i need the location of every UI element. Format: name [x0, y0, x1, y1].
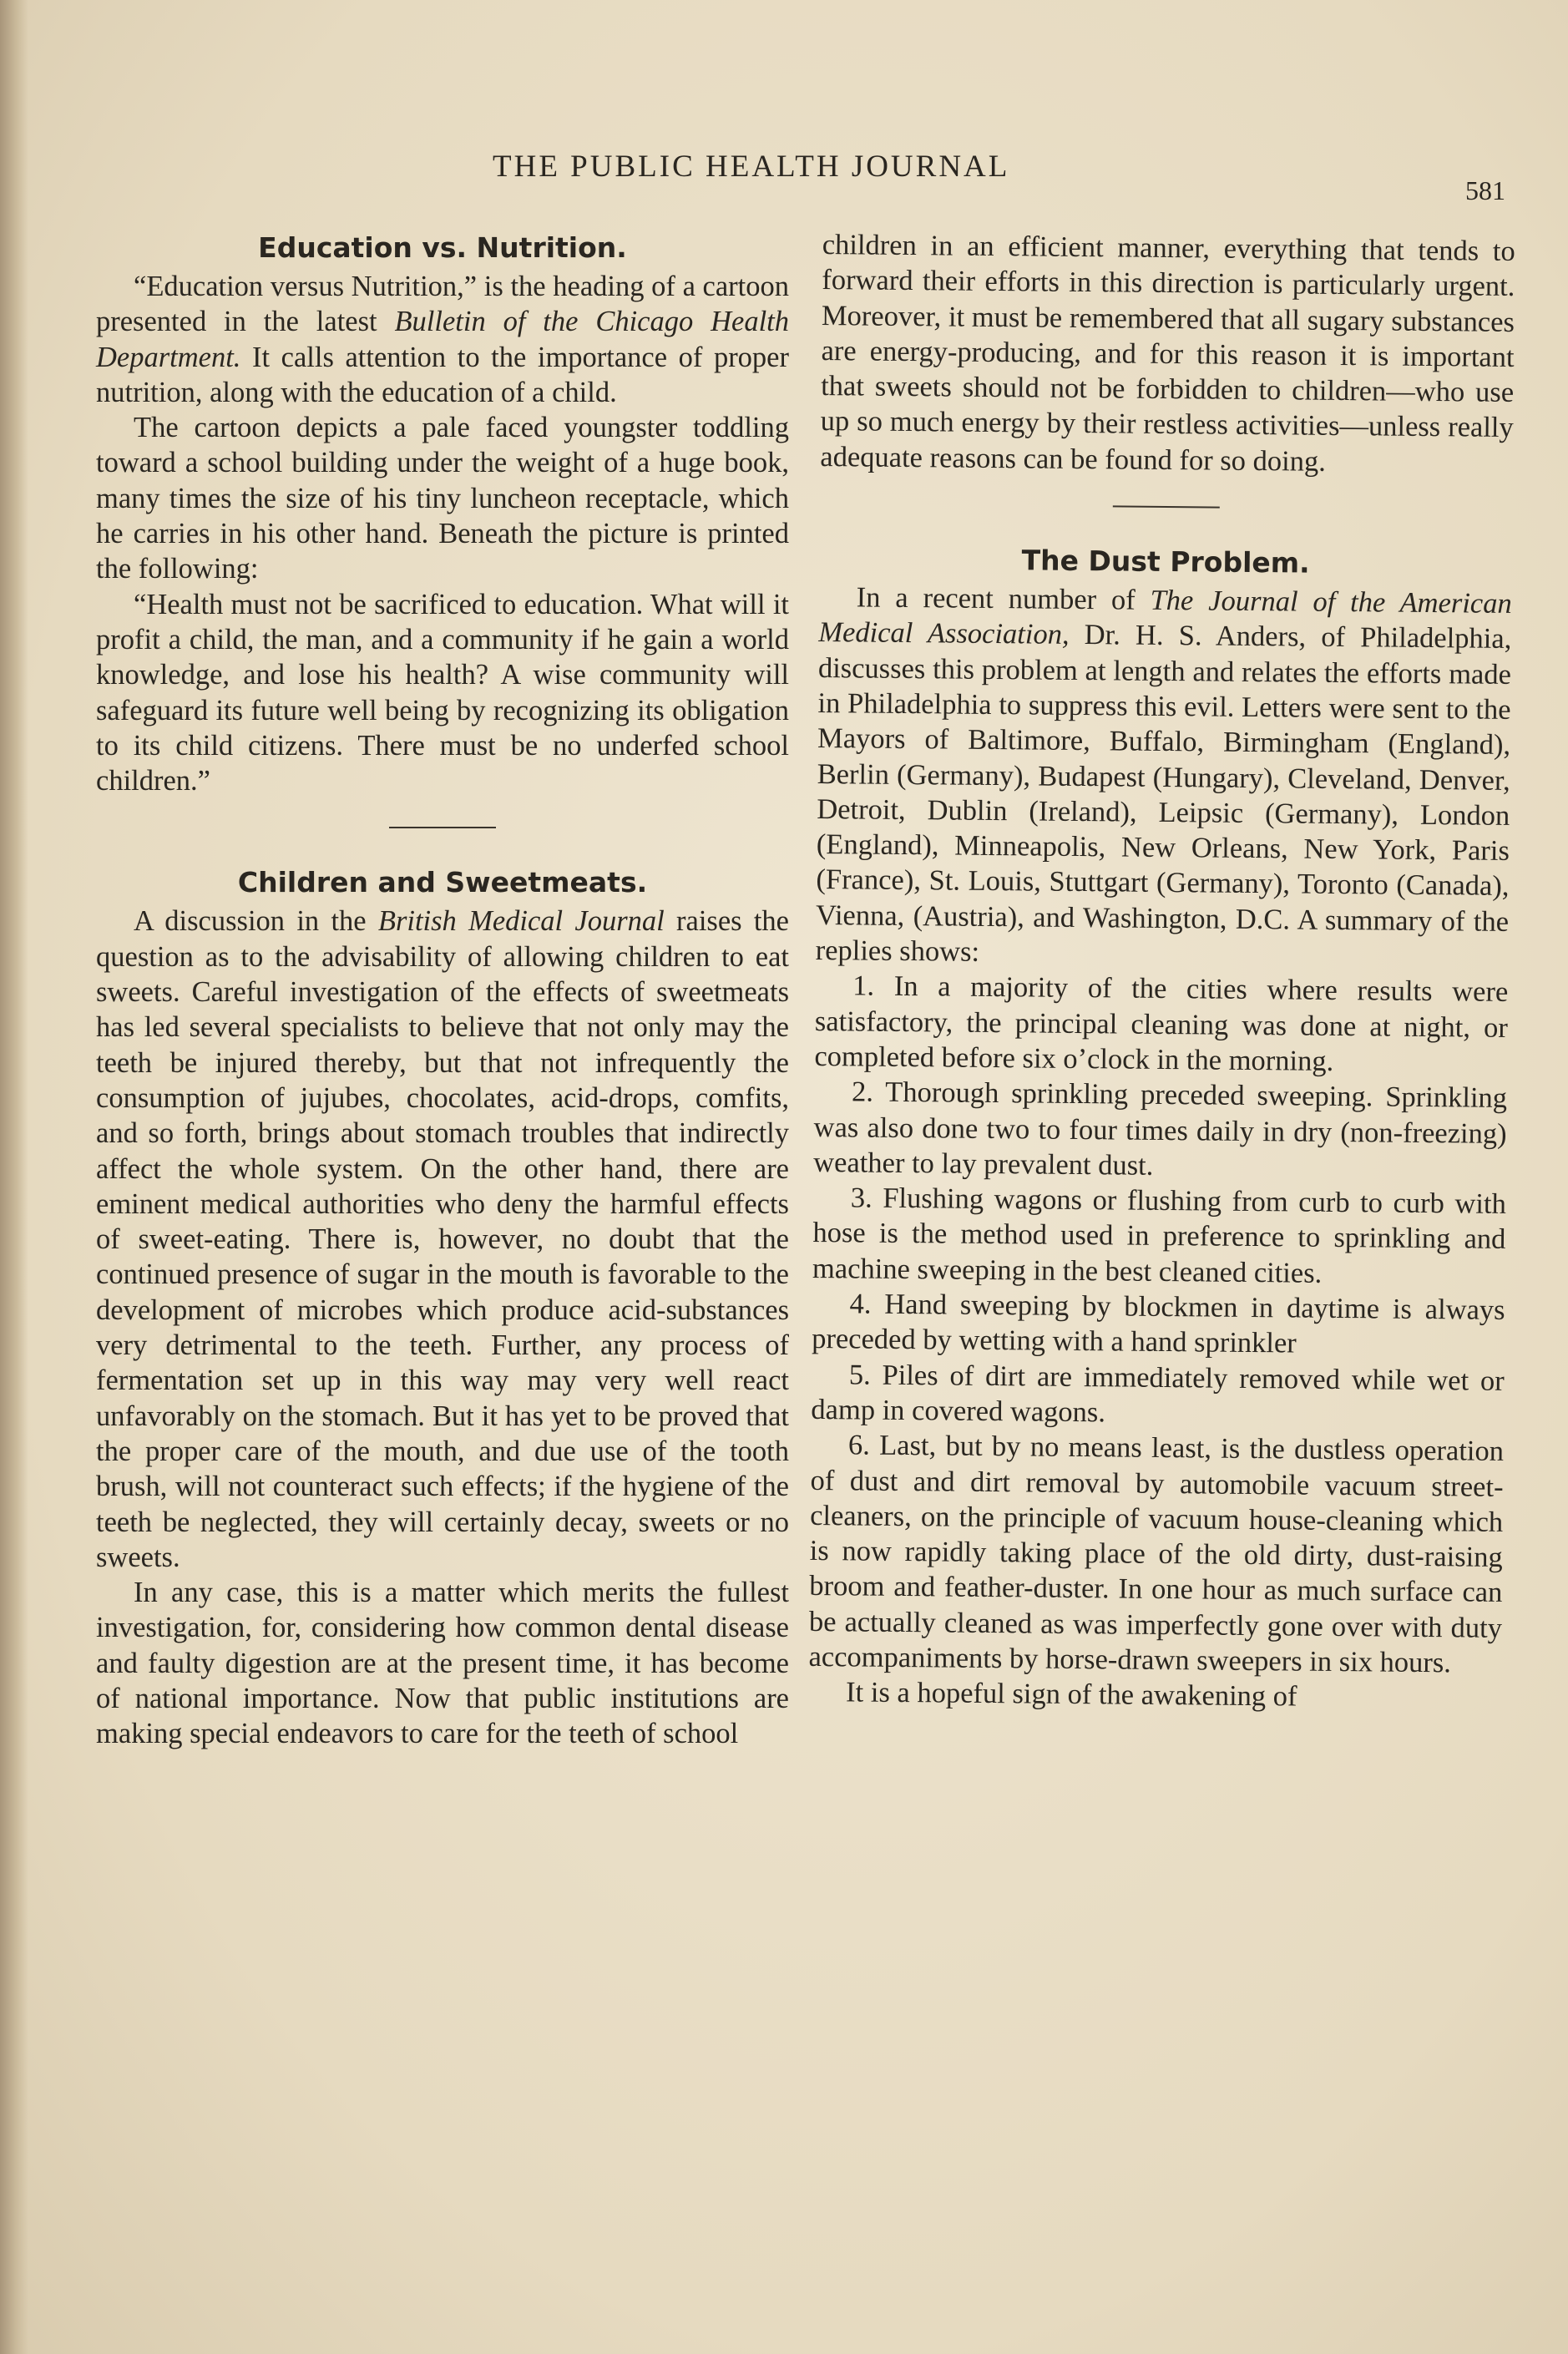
paragraph-continued: children in an efficient manner, everything that tends to forward their efforts in this direction is particularly urgent. Moreover, it must be remembered that all sugary substances are energy-producing, and for this reason it is important that sweets should not be forbidden to children—who use up so much energy by their restless activities—unless really adequate reasons can be found for so doing.: [820, 228, 1515, 478]
paragraph: [815, 580, 1511, 975]
article-title-sweetmeats: Children and Sweetmeats.: [237, 866, 648, 899]
list-item: 4. Hand sweeping by blockmen in daytime is always preceded by wetting with a hand sprinkler: [812, 1288, 1505, 1359]
list-item: 1. In a majority of the cities where results were satisfactory, the principal cleaning was done at night, or completed before six o’clock in the morning.: [814, 969, 1509, 1077]
section-divider: [1113, 505, 1220, 508]
paragraph: [96, 904, 789, 1575]
text-run: It calls attention to the importance of proper nutrition, along with the education of a child.: [96, 341, 789, 408]
quotation: “Health must not be sacrificed to education. What will it profit a child, the man, and a community if he gain a world knowledge, and lose his health? A wise community will safeguard its future well being by recognizing its obligation to its child citizens. There must be no underfed school children.”: [96, 588, 789, 797]
italic-title: British Medical Journal: [377, 905, 665, 938]
right-column: [808, 227, 1515, 1716]
article-title-dust: The Dust Problem.: [1021, 544, 1310, 580]
paragraph: [96, 269, 789, 410]
paragraph: In any case, this is a matter which merits the fullest investigation, for, considering how common dental disease and faulty digestion are at the present time, it has become of national importance. Now that public institutions are making special endeavors to care for the teeth of school: [96, 1577, 789, 1750]
text-run: A discussion in the: [134, 905, 378, 938]
page-number: 581: [1465, 175, 1505, 205]
list-item: 2. Thorough sprinkling preceded sweeping. Sprinkling was also done two to four times daily in dry (non-freezing) weather to lay prevalent dust.: [813, 1076, 1508, 1182]
article-title-education: Education vs. Nutrition.: [258, 231, 627, 264]
italic-title: The Journal of the American Medical Association,: [818, 584, 1512, 651]
text-run: Dr. H. S. Anders, of Philadelphia, discusses this problem at length and relates the efforts made in Philadelphia to suppress this evil. Letters were sent to the Mayors of Baltimore, Buffalo, Birmingham (England), Berlin (Germany), Budapest (Hungary), Cleveland, Denver, Detroit, Dublin (Ireland), Leipsic (Germany), London (England), Minneapolis, New Orleans, New York, Paris (France), St. Louis, Stuttgart (Germany), Toronto (Canada), Vienna, (Austria), and Washington, D.C. A summary of the replies shows:: [815, 619, 1512, 968]
paragraph: It is a hopeful sign of the awakening of: [845, 1676, 1297, 1713]
list-item: 5. Piles of dirt are immediately removed while wet or damp in covered wagons.: [811, 1358, 1505, 1429]
text-run: “Education versus Nutrition,” is the heading of a cartoon presented in the latest: [96, 271, 789, 338]
text-run: In a recent number of: [856, 581, 1151, 616]
running-head: THE PUBLIC HEALTH JOURNAL: [493, 149, 1010, 184]
page-gutter-shadow: [0, 0, 28, 2354]
paragraph: The cartoon depicts a pale faced youngster toddling toward a school building under the weight of a huge book, many times the size of his tiny luncheon receptacle, which he carries in his other hand. Beneath the picture is printed the following:: [96, 412, 789, 585]
list-item: 3. Flushing wagons or flushing from curb to curb with hose is the method used in preference to sprinkling and machine sweeping in the best cleaned cities.: [812, 1182, 1506, 1289]
italic-title: Bulletin of the Chicago Health Department.: [96, 306, 789, 373]
list-item: 6. Last, but by no means least, is the dustless operation of dust and dirt removal by automobile vacuum street-cleaners, on the principle of vacuum house-cleaning which is now rapidly taking place of the old dirty, dust-raising broom and feather-duster. In one hour as much surface can be actually cleaned as was imperfectly gone over with duty accompaniments by horse-drawn sweepers in six hours.: [808, 1429, 1505, 1679]
section-divider: [389, 827, 496, 828]
text-run: raises the question as to the advisability of allowing children to eat sweets. Careful investigation of the effects of sweetmeats has led several specialists to believe that not only may the teeth be injured thereby, but that not infrequently the consumption of jujubes, chocolates, acid-drops, comfits, and so forth, brings about stomach troubles that indirectly affect the whole system. On the other hand, there are eminent medical authorities who deny the harmful effects of sweet-eating. There is, however, no doubt that the continued presence of sugar in the mouth is favorable to the development of microbes which produce acid-substances very detrimental to the teeth. Further, any process of fermentation set up in this way may very well react unfavorably on the stomach. But it has yet to be proved that the proper care of the mouth, and due use of the tooth brush, will not counteract such effects; if the hygiene of the teeth be neglected, they will certainly decay, sweets or no sweets.: [96, 905, 789, 1573]
left-column: [96, 227, 789, 1752]
